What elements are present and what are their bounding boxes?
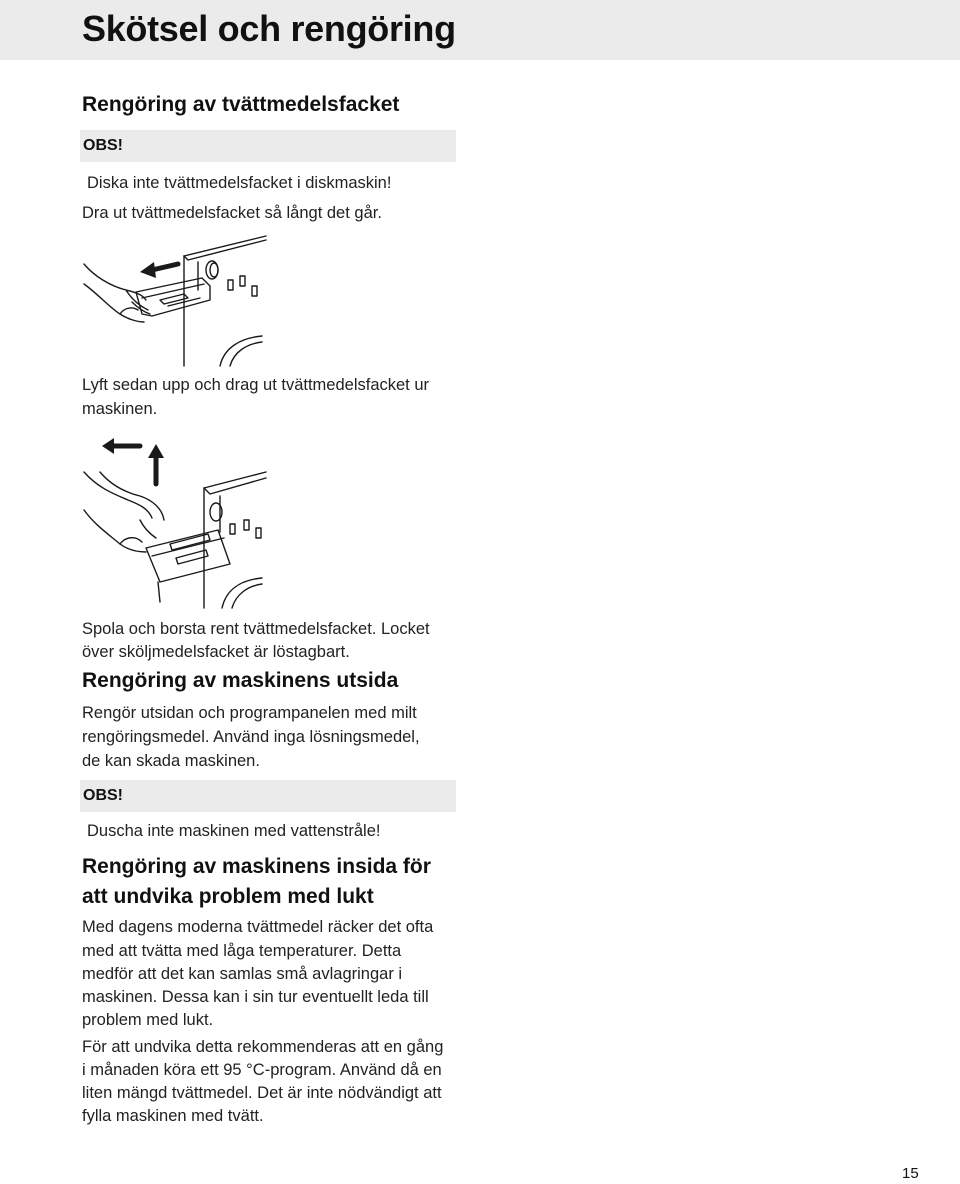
obs-label: OBS! bbox=[80, 780, 456, 812]
body-text: Med dagens moderna tvättmedel räcker det ofta bbox=[82, 918, 434, 936]
body-text: problem med lukt. bbox=[82, 1011, 214, 1029]
body-text: medför att det kan samlas små avlagringar i bbox=[82, 965, 403, 983]
section-heading-detergent-drawer: Rengöring av tvättmedelsfacket bbox=[82, 93, 400, 116]
section-heading-exterior: Rengöring av maskinens utsida bbox=[82, 669, 399, 692]
step-text: Spola och borsta rent tvättmedelsfacket. Locket bbox=[82, 620, 430, 638]
drawer-pull-illustration bbox=[80, 230, 280, 370]
body-text: För att undvika detta rekommenderas att en gång bbox=[82, 1038, 444, 1056]
page-title: Skötsel och rengöring bbox=[82, 8, 456, 49]
drawer-lift-illustration bbox=[80, 432, 280, 612]
step-text: Dra ut tvättmedelsfacket så långt det går. bbox=[82, 204, 382, 222]
step-text: över sköljmedelsfacket är löstagbart. bbox=[82, 643, 350, 661]
body-text: de kan skada maskinen. bbox=[82, 752, 260, 770]
body-text: liten mängd tvättmedel. Det är inte nödvändigt att bbox=[82, 1084, 442, 1102]
obs-label: OBS! bbox=[80, 130, 456, 162]
warning-text: Duscha inte maskinen med vattenstråle! bbox=[87, 822, 381, 840]
page-number: 15 bbox=[902, 1165, 919, 1182]
body-text: fylla maskinen med tvätt. bbox=[82, 1107, 264, 1125]
step-text: maskinen. bbox=[82, 400, 158, 418]
warning-text: Diska inte tvättmedelsfacket i diskmaskin! bbox=[87, 174, 392, 192]
step-text: Lyft sedan upp och drag ut tvättmedelsfacket ur bbox=[82, 376, 430, 394]
body-text: maskinen. Dessa kan i sin tur eventuellt leda till bbox=[82, 988, 429, 1006]
body-text: i månaden köra ett 95 °C-program. Använd då en bbox=[82, 1061, 442, 1079]
body-text: Rengör utsidan och programpanelen med milt bbox=[82, 704, 417, 722]
section-heading-interior: Rengöring av maskinens insida för bbox=[82, 855, 431, 878]
body-text: med att tvätta med låga temperaturer. Detta bbox=[82, 942, 402, 960]
body-text: rengöringsmedel. Använd inga lösningsmedel, bbox=[82, 728, 420, 746]
section-heading-interior: att undvika problem med lukt bbox=[82, 885, 374, 908]
